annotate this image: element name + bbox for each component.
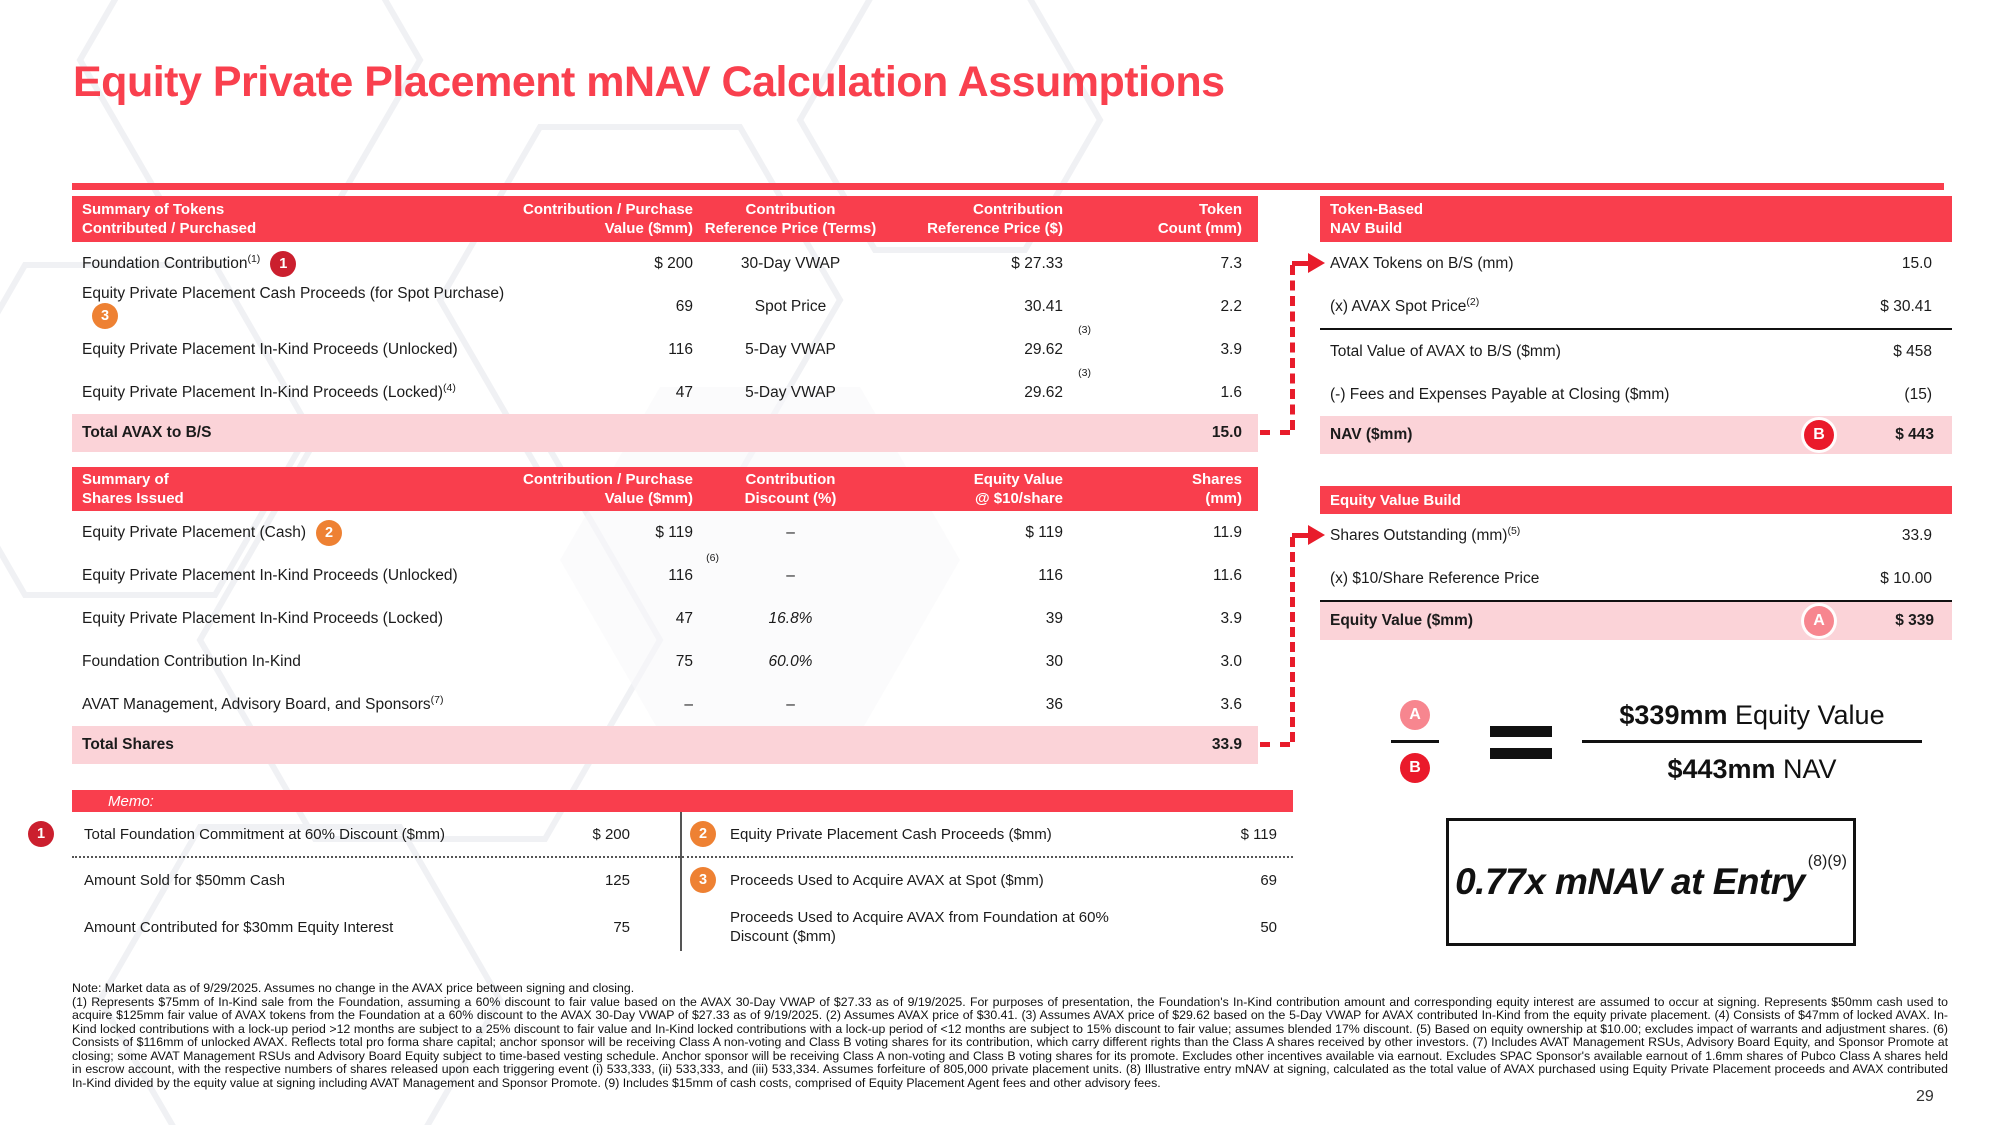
count-cell: 2.2 bbox=[1220, 297, 1242, 315]
mnav-result-box bbox=[1446, 818, 1856, 946]
terms-cell: 30-Day VWAP bbox=[740, 254, 841, 272]
memo-body bbox=[36, 812, 1293, 951]
memo-value: 69 bbox=[1260, 872, 1277, 889]
row-label-cell: Equity Private Placement (Cash) 2 bbox=[72, 520, 523, 546]
equity-cell: 39 bbox=[1045, 609, 1063, 627]
total-label: Total AVAX to B/S bbox=[82, 424, 212, 441]
value-fraction bbox=[1582, 700, 1922, 785]
terms-cell: 5-Day VWAP bbox=[745, 340, 836, 358]
total-label: Total Shares bbox=[82, 736, 174, 753]
connector-tokens-arrow-icon bbox=[1308, 253, 1325, 273]
terms-cell: Spot Price bbox=[754, 297, 827, 315]
shares-cell: 3.6 bbox=[1220, 695, 1242, 713]
value-cell: 47 bbox=[675, 609, 693, 627]
count-cell: 3.9 bbox=[1220, 340, 1242, 358]
row-label: AVAX Tokens on B/S (mm) bbox=[1330, 254, 1514, 272]
memo-left-column bbox=[36, 812, 680, 951]
table-row bbox=[72, 683, 1258, 726]
equity-cell: 30 bbox=[1045, 652, 1063, 670]
connector-shares-arrowline bbox=[1292, 533, 1308, 538]
total-value: 15.0 bbox=[1211, 424, 1242, 441]
mnav-result-footnote-ref: (8)(9) bbox=[1807, 853, 1847, 870]
header-cell: Summary of Shares Issued bbox=[82, 471, 184, 507]
row-label-cell: Foundation Contribution In-Kind bbox=[82, 652, 301, 670]
memo-value: 50 bbox=[1260, 918, 1277, 936]
row-label: (x) AVAX Spot Price$^{(2)}$ bbox=[1330, 295, 1480, 315]
shares-total-row bbox=[72, 726, 1258, 764]
header-cell: Contribution / Purchase Value ($mm) bbox=[523, 471, 694, 507]
row-label: (-) Fees and Expenses Payable at Closing ($mm) bbox=[1330, 385, 1670, 403]
row-label-cell: AVAT Management, Advisory Board, and Sponsors$^{(7)}$ bbox=[82, 693, 444, 713]
header-cell: Contribution / Purchase Value ($mm) bbox=[523, 201, 694, 237]
memo-row bbox=[72, 903, 680, 951]
header-cell: Contribution Discount (%) bbox=[744, 471, 837, 507]
row-label-cell: Equity Private Placement In-Kind Proceeds (Locked) bbox=[82, 609, 443, 627]
table-row bbox=[72, 323, 1258, 371]
nav-denominator: $443mm NAV bbox=[1667, 754, 1837, 784]
callout-2-badge: 2 bbox=[316, 520, 342, 546]
total-value: $ 339 bbox=[1895, 612, 1934, 629]
value-cell: 116 (6) bbox=[668, 551, 719, 584]
connector-tokens-horizontal bbox=[1260, 430, 1290, 435]
row-label-cell: Foundation Contribution$^{(1)}$ 1 bbox=[72, 251, 523, 277]
memo-label: Amount Contributed for $30mm Equity Interest bbox=[84, 918, 394, 936]
price-cell: $ 27.33 bbox=[1011, 254, 1063, 272]
row-value: $ 458 bbox=[1893, 342, 1932, 360]
page-title: Equity Private Placement mNAV Calculation Assumptions bbox=[73, 58, 1225, 106]
row-label: (x) $10/Share Reference Price bbox=[1330, 569, 1540, 587]
callout-1-badge: 1 bbox=[28, 821, 54, 847]
memo-label: Proceeds Used to Acquire AVAX at Spot ($mm) bbox=[730, 872, 1044, 889]
header-cell: Contribution Reference Price ($) bbox=[927, 201, 1063, 237]
table-row bbox=[1320, 285, 1952, 330]
value-cell: 75 bbox=[675, 652, 693, 670]
table-row bbox=[72, 551, 1258, 597]
fraction-line bbox=[1391, 740, 1439, 743]
table-row bbox=[1320, 514, 1952, 557]
header-cell: Contribution Reference Price (Terms) bbox=[704, 201, 877, 237]
total-value: $ 443 bbox=[1895, 426, 1934, 443]
row-value: $ 30.41 bbox=[1880, 297, 1932, 315]
nav-build-header: Token-Based NAV Build bbox=[1320, 196, 1952, 242]
equity-total-row bbox=[1320, 602, 1952, 640]
memo-value: $ 119 bbox=[1240, 825, 1277, 843]
equity-value-build-table bbox=[1320, 486, 1952, 640]
shares-cell: 3.0 bbox=[1220, 652, 1242, 670]
tokens-table bbox=[72, 196, 1258, 452]
memo-row bbox=[682, 858, 1293, 903]
memo-right-column bbox=[680, 812, 1293, 951]
row-label-cell: Equity Private Placement In-Kind Proceeds (Unlocked) bbox=[82, 340, 458, 358]
tokens-total-row bbox=[72, 414, 1258, 452]
shares-table-header bbox=[72, 467, 1258, 511]
value-cell: 69 bbox=[675, 297, 693, 315]
callout-1-badge: 1 bbox=[270, 251, 296, 277]
memo-row bbox=[36, 812, 680, 858]
total-label: Equity Value ($mm) bbox=[1330, 612, 1473, 629]
table-row bbox=[1320, 242, 1952, 285]
note-line: Note: Market data as of 9/29/2025. Assumes no change in the AVAX price between signing and closing. bbox=[72, 981, 635, 995]
label-a-badge: A bbox=[1400, 700, 1430, 730]
connector-tokens-vertical bbox=[1290, 265, 1295, 430]
table-row bbox=[72, 597, 1258, 640]
table-row bbox=[1320, 373, 1952, 416]
memo-section bbox=[36, 790, 1293, 951]
fraction-line bbox=[1582, 740, 1922, 743]
terms-cell: 5-Day VWAP bbox=[745, 383, 836, 401]
total-label: NAV ($mm) bbox=[1330, 426, 1413, 443]
memo-label: Proceeds Used to Acquire AVAX from Foundation at 60% Discount ($mm) bbox=[730, 909, 1109, 945]
row-value: 33.9 bbox=[1901, 526, 1932, 544]
header-cell: Equity Value @ $10/share bbox=[973, 471, 1063, 507]
connector-shares-horizontal bbox=[1260, 742, 1290, 747]
discount-cell: 60.0% bbox=[768, 652, 813, 670]
callout-3-badge: 3 bbox=[690, 867, 716, 893]
memo-value: 125 bbox=[604, 872, 630, 889]
value-cell: 47 bbox=[675, 383, 693, 401]
equity-build-header: Equity Value Build bbox=[1320, 486, 1952, 514]
connector-tokens-arrowline bbox=[1292, 261, 1308, 266]
page-number: 29 bbox=[1916, 1088, 1934, 1105]
footnotes bbox=[72, 982, 1948, 1090]
discount-cell: – bbox=[786, 566, 795, 584]
table-row bbox=[72, 285, 1258, 328]
shares-cell: 11.9 bbox=[1212, 523, 1242, 541]
header-cell: Shares (mm) bbox=[1191, 471, 1242, 507]
memo-label: Total Foundation Commitment at 60% Discount ($mm) bbox=[84, 825, 445, 843]
connector-shares-vertical bbox=[1290, 537, 1295, 742]
row-value: (15) bbox=[1904, 385, 1932, 403]
discount-cell: – bbox=[786, 523, 795, 541]
row-value: $ 10.00 bbox=[1880, 569, 1932, 587]
callout-3-badge: 3 bbox=[92, 303, 118, 329]
tokens-table-header bbox=[72, 196, 1258, 242]
accent-rule bbox=[72, 183, 1944, 190]
price-cell: 29.62 (3) bbox=[1024, 366, 1091, 401]
value-cell: $ 119 bbox=[655, 523, 693, 541]
row-label-cell: Equity Private Placement In-Kind Proceeds (Locked)$^{(4)}$ bbox=[82, 381, 456, 401]
shares-cell: 11.6 bbox=[1212, 566, 1242, 584]
label-b-badge: B bbox=[1400, 753, 1430, 783]
memo-value: $ 200 bbox=[592, 825, 630, 843]
discount-cell: – bbox=[786, 695, 795, 713]
memo-header: Memo: bbox=[72, 790, 1293, 812]
total-value: 33.9 bbox=[1211, 736, 1242, 753]
label-b-badge: B bbox=[1804, 420, 1834, 450]
count-cell: 1.6 bbox=[1220, 383, 1242, 401]
equity-cell: 116 bbox=[1038, 566, 1063, 584]
mnav-result-text: 0.77x mNAV at Entry bbox=[1455, 861, 1805, 902]
table-row bbox=[72, 640, 1258, 683]
header-cell: Summary of Tokens Contributed / Purchased bbox=[82, 201, 257, 237]
memo-label: Equity Private Placement Cash Proceeds ($mm) bbox=[730, 825, 1052, 843]
ab-fraction bbox=[1390, 700, 1440, 783]
value-cell: – bbox=[684, 695, 693, 713]
table-row bbox=[72, 242, 1258, 285]
footnote-body: (1) Represents $75mm of In-Kind sale from the Foundation, assuming a 60% discount to fair value based on the AVAX 30-Day VWAP of $27.33 as of 9/19/2025. For purposes of presentation, the Foundation's In-Kind contribution amount and corresponding equity interest are assumed to occur at signing. Represents $50mm cash used to acquire $125mm fair value of AVAX tokens from the Foundation at a 60% discount to the AVAX 30-Day VWAP of $27.33 as of 9/19/2025. (2) Assumes AVAX price of $30.41. (3) Assumes AVAX price of $29.62 based on the 5-Day VWAP for AVAX contributed In-Kind from the equity private placement. (4) Consists of $47mm of locked AVAX. In-Kind locked contributions with a lock-up period >12 months are subject to a 25% discount to fair value and In-Kind locked contributions with a lock-up period of <12 months are subject to 15% discount to fair value; assumes blended 17% discount. (5) Based on equity ownership at $10.00; excludes impact of warrants and adjustment shares. (6) Consists of $116mm of unlocked AVAX. Reflects total pro forma share capital; anchor sponsor will be receiving Class A non-voting and Class B voting shares for its contribution, which carry different rights than the Class A shares received by other investors. (7) Includes AVAT Management RSUs, Advisory Board Equity, and Sponsor Promote at closing; some AVAT Management RSUs and Advisory Board Equity subject to time-based vesting schedule. Anchor sponsor will be receiving Class A non-voting and Class B voting shares for its promote. Excludes other incentives available via earnout. Excludes SPAC Sponsor's available earnout of 1.6mm shares of Pubco Class A shares held in escrow account, with the respective numbers of shares released upon each triggering event (i) 533,333, (ii) 533,333, and (iii) 533,334. Assumes forfeiture of 805,000 private placement units. (8) Illustrative entry mNAV at signing, calculated as the total value of AVAX purchased using Equity Private Placement proceeds and AVAX contributed In-Kind divided by the equity value at signing including AVAT Management and Sponsor Promote. (9) Includes $15mm of cash costs, comprised of Equity Placement Agent fees and other advisory fees. bbox=[72, 994, 1948, 1090]
nav-total-row bbox=[1320, 416, 1952, 454]
count-cell: 7.3 bbox=[1220, 254, 1242, 272]
table-row bbox=[72, 366, 1258, 414]
row-label: Total Value of AVAX to B/S ($mm) bbox=[1330, 342, 1561, 360]
shares-cell: 3.9 bbox=[1220, 609, 1242, 627]
mnav-equation bbox=[1320, 700, 1970, 815]
memo-row bbox=[682, 903, 1293, 951]
price-cell: 30.41 bbox=[1024, 297, 1063, 315]
table-row bbox=[1320, 557, 1952, 602]
memo-label: Amount Sold for $50mm Cash bbox=[84, 872, 285, 889]
equity-cell: $ 119 bbox=[1025, 523, 1063, 541]
memo-row bbox=[72, 858, 680, 903]
memo-row bbox=[682, 812, 1293, 858]
label-a-badge: A bbox=[1804, 606, 1834, 636]
row-label-cell: Equity Private Placement In-Kind Proceeds (Unlocked) bbox=[82, 566, 458, 584]
price-cell: 29.62 (3) bbox=[1024, 323, 1091, 358]
nav-build-table bbox=[1320, 196, 1952, 454]
header-cell: Token Count (mm) bbox=[1157, 201, 1242, 237]
memo-value: 75 bbox=[613, 918, 630, 936]
value-cell: 116 bbox=[668, 340, 693, 358]
connector-shares-arrow-icon bbox=[1308, 525, 1325, 545]
table-row bbox=[72, 511, 1258, 554]
discount-cell: 16.8% bbox=[768, 609, 813, 627]
equity-cell: 36 bbox=[1045, 695, 1063, 713]
row-label: Shares Outstanding (mm)$^{(5)}$ bbox=[1330, 524, 1521, 544]
equals-sign bbox=[1490, 726, 1552, 770]
callout-2-badge: 2 bbox=[690, 821, 716, 847]
table-row bbox=[1320, 330, 1952, 373]
row-label-cell: Equity Private Placement Cash Proceeds (for Spot Purchase)3 bbox=[72, 285, 523, 329]
row-value: 15.0 bbox=[1901, 254, 1932, 272]
value-cell: $ 200 bbox=[654, 254, 693, 272]
equity-value-numerator: $339mm Equity Value bbox=[1619, 700, 1885, 730]
shares-table bbox=[72, 467, 1258, 764]
